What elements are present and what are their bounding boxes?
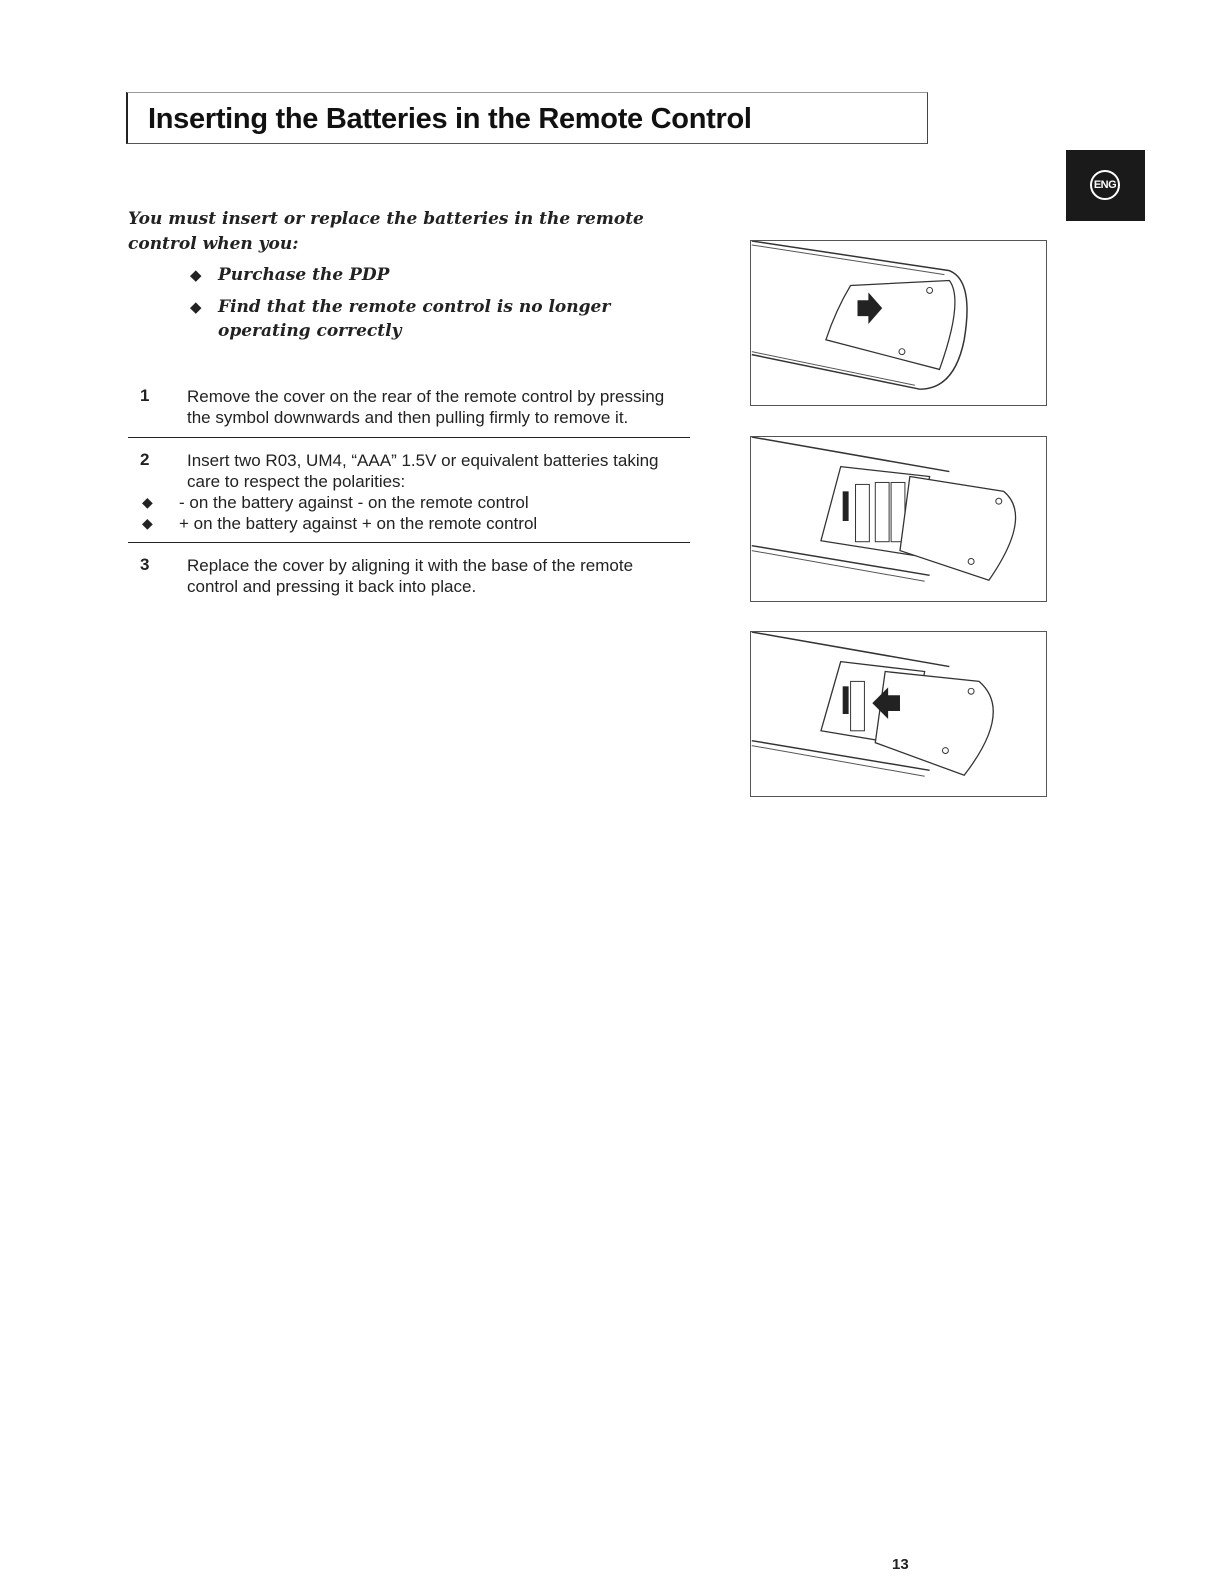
step-text: Remove the cover on the rear of the remote control by pressing the symbol downwards and then pulling firmly to remove it. [187, 387, 665, 427]
remote-illustration [751, 437, 1046, 601]
divider [128, 437, 690, 438]
remote-illustration [751, 632, 1046, 796]
bullet-item [190, 295, 670, 343]
polarity-text: + on the battery against + on the remote control [179, 514, 538, 533]
language-badge: ENG [1090, 170, 1120, 200]
step-number: 2 [140, 450, 150, 469]
step-number: 1 [140, 386, 150, 405]
page-number: 13 [892, 1556, 909, 1573]
step-number: 3 [140, 555, 150, 574]
diamond-icon: ◆ [142, 494, 153, 510]
step-text-block [142, 450, 687, 534]
bullet-item [190, 263, 670, 287]
intro-text: You must insert or replace the batteries in the remote control when you: [128, 209, 644, 254]
step-text: Replace the cover by aligning it with the base of the remote control and pressing it back into place. [187, 556, 634, 596]
title-box [126, 92, 928, 144]
figure-remove-cover [750, 240, 1047, 406]
diamond-icon: ◆ [190, 298, 202, 316]
step-text: Insert two R03, UM4, “AAA” 1.5V or equivalent batteries taking care to respect the polarities: [187, 451, 659, 491]
language-tab [1066, 150, 1145, 221]
bullet-list [190, 263, 670, 351]
bullet-text: Find that the remote control is no longer operating correctly [218, 297, 611, 341]
polarity-text: - on the battery against - on the remote control [179, 493, 529, 512]
remote-illustration [751, 241, 1046, 405]
polarity-item [142, 513, 687, 534]
diamond-icon: ◆ [190, 266, 202, 284]
figure-insert-batteries [750, 436, 1047, 602]
divider [128, 542, 690, 543]
polarity-item [142, 492, 687, 513]
bullet-text: Purchase the PDP [218, 265, 390, 285]
page-title: Inserting the Batteries in the Remote Control [148, 103, 752, 135]
figure-replace-cover [750, 631, 1047, 797]
diamond-icon: ◆ [142, 515, 153, 531]
